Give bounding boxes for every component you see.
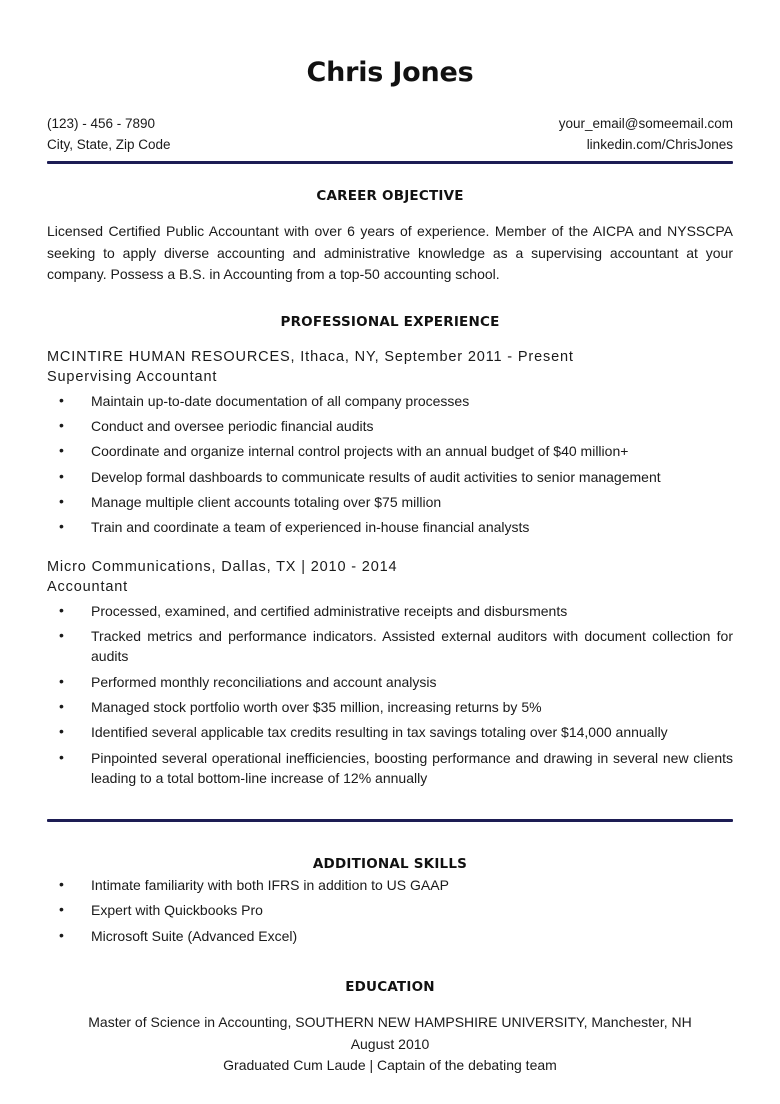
list-item: • Microsoft Suite (Advanced Excel): [47, 926, 733, 946]
list-item: • Performed monthly reconciliations and account analysis: [47, 672, 733, 692]
education-degree-line: Master of Science in Accounting, SOUTHERN NEW HAMPSHIRE UNIVERSITY, Manchester, NH: [88, 1014, 692, 1030]
section-title-additional-skills: ADDITIONAL SKILLS: [312, 856, 468, 873]
job-1-company-line: MCINTIRE HUMAN RESOURCES, Ithaca, NY, September 2011 - Present: [47, 348, 574, 365]
list-item: • Train and coordinate a team of experienced in-house financial analysts: [47, 517, 733, 537]
job-1-bullet-list: [47, 391, 733, 538]
education-date: August 2010: [350, 1035, 430, 1052]
list-item: • Maintain up-to-date documentation of all company processes: [47, 391, 733, 411]
list-item: • Tracked metrics and performance indicators. Assisted external auditors with document collection for audits: [47, 626, 733, 667]
linkedin-url: linkedin.com/ChrisJones: [586, 136, 733, 152]
section-title-career-objective: CAREER OBJECTIVE: [316, 188, 464, 205]
job-2-title: Accountant: [47, 579, 129, 596]
job-entry-1: [47, 347, 733, 538]
list-item: • Develop formal dashboards to communicate results of audit activities to senior management: [47, 467, 733, 487]
section-divider: [47, 819, 733, 822]
list-item: • Coordinate and organize internal control projects with an annual budget of $40 million+: [47, 441, 733, 461]
phone-number: (123) - 456 - 7890: [47, 116, 156, 132]
list-item: • Managed stock portfolio worth over $35 million, increasing returns by 5%: [47, 697, 733, 717]
list-item: • Manage multiple client accounts totaling over $75 million: [47, 492, 733, 512]
list-item: • Expert with Quickbooks Pro: [47, 900, 733, 920]
list-item: • Processed, examined, and certified administrative receipts and disbursments: [47, 601, 733, 621]
job-entry-2: [47, 557, 733, 789]
candidate-name: Chris Jones: [306, 57, 474, 88]
header-divider: [47, 161, 733, 164]
address: City, State, Zip Code: [47, 136, 171, 152]
list-item: • Identified several applicable tax credits resulting in tax savings totaling over $14,000 annually: [47, 722, 733, 742]
contact-left-column: [47, 114, 171, 155]
education-details: [47, 1012, 733, 1077]
contact-info: [47, 114, 733, 155]
career-objective-text: Licensed Certified Public Accountant with over 6 years of experience. Member of the AICPA and NYSSCPA seeking to apply diverse accounting and administrative knowledge as a supervising accountant at your company. Possess a B.S. in Accounting from a top-50 accounting school.: [47, 223, 733, 283]
job-2-bullet-list: [47, 601, 733, 788]
education-honors: Graduated Cum Laude | Captain of the debating team: [223, 1057, 557, 1074]
list-item: • Conduct and oversee periodic financial audits: [47, 416, 733, 436]
list-item: • Intimate familiarity with both IFRS in addition to US GAAP: [47, 875, 733, 895]
job-1-title: Supervising Accountant: [47, 369, 218, 386]
section-title-education: EDUCATION: [345, 979, 435, 995]
skills-bullet-list: [47, 875, 733, 946]
email-address: your_email@someemail.com: [558, 116, 733, 132]
contact-right-column: [559, 114, 733, 155]
section-title-professional-experience: PROFESSIONAL EXPERIENCE: [280, 313, 500, 330]
job-2-company-line: Micro Communications, Dallas, TX | 2010 - 2014: [47, 558, 398, 575]
list-item: • Pinpointed several operational inefficiencies, boosting performance and drawing in several new clients leading to a total bottom-line increase of 12% annually: [47, 748, 733, 789]
